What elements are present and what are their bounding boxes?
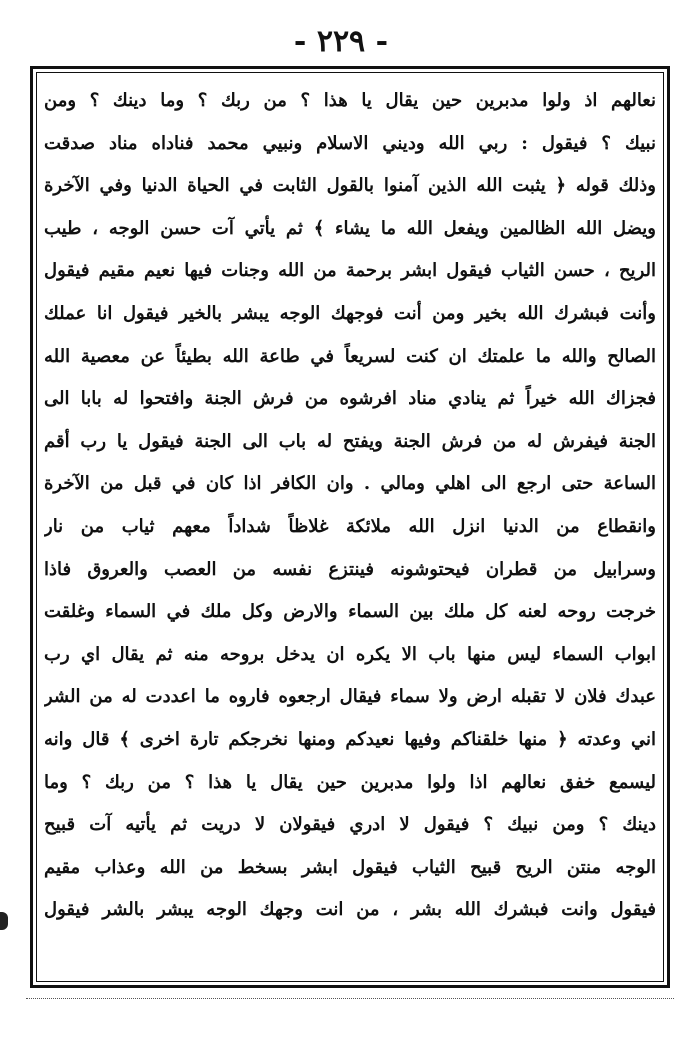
text-line-1: نعالهم اذ ولوا مدبرين حين يقال يا هذا ؟ من ربك ؟ وما دينك ؟ ومن (44, 90, 656, 111)
text-line-15: عبدك فلان لا تقبله ارض ولا سماء فيقال ارجعوه فاروه ما اعددت له من الشر (44, 686, 656, 708)
text-line-17: ليسمع خفق نعالهم اذا ولوا مدبرين حين يقال يا هذا ؟ من ربك ؟ وما (44, 771, 656, 793)
text-line-6: وأنت فبشرك الله بخير ومن أنت فوجهك الوجه يبشر بالخير فيقول انا عملك (44, 302, 656, 324)
bottom-dotted-rule (26, 998, 674, 999)
text-line-7: الصالح والله ما علمتك ان كنت لسريعاً في طاعة الله بطيئاً عن معصية الله (44, 345, 656, 367)
text-line-4: ويضل الله الظالمين ويفعل الله ما يشاء ﴾ ثم يأتي آت حسن الوجه ، طيب (44, 217, 656, 239)
page-edge-mark (0, 912, 8, 930)
text-line-3: وذلك قوله ﴿ يثبت الله الذين آمنوا بالقول الثابت في الحياة الدنيا وفي الآخرة (44, 175, 656, 197)
page-number: - ٢٢٩ - (293, 24, 389, 59)
text-line-16: اني وعدته ﴿ منها خلقناكم وفيها نعيدكم ومنها نخرجكم تارة اخرى ﴾ قال وانه (44, 728, 656, 750)
text-line-5: الريح ، حسن الثياب فيقول ابشر برحمة من الله وجنات فيها نعيم مقيم فيقول (44, 260, 656, 282)
text-line-12: وسرابيل من قطران فيحتوشونه فينتزع نفسه من العصب والعروق فاذا (44, 558, 656, 580)
text-line-2: نبيك ؟ فيقول : ربي الله وديني الاسلام ونبيي محمد فناداه مناد صدقت (44, 132, 656, 154)
text-line-19: الوجه منتن الريح قبيح الثياب فيقول ابشر بسخط من الله وعذاب مقيم (44, 856, 656, 878)
text-body (44, 80, 656, 976)
text-line-10: الساعة حتى ارجع الى اهلي ومالي . وان الكافر اذا كان في قبل من الآخرة (44, 473, 656, 495)
text-line-8: فجزاك الله خيراً ثم ينادي مناد افرشوه من فرش الجنة وافتحوا له بابا الى (44, 388, 656, 410)
text-line-18: دينك ؟ ومن نبيك ؟ فيقول لا ادري فيقولان لا دريت ثم يأتيه آت قبيح (44, 814, 656, 836)
text-line-14: ابواب السماء ليس منها باب الا يكره ان يدخل بروحه منه ثم يقال اي رب (44, 643, 656, 665)
text-line-20: فيقول وانت فبشرك الله بشر ، من انت وجهك الوجه يبشر بالشر فيقول (44, 899, 656, 921)
text-line-13: خرجت روحه لعنه كل ملك بين السماء والارض وكل ملك في السماء وغلقت (44, 601, 656, 623)
text-line-11: وانقطاع من الدنيا انزل الله ملائكة غلاظاً شداداً معهم ثياب من نار (44, 515, 656, 537)
text-line-9: الجنة فيفرش له من فرش الجنة ويفتح له باب الى الجنة فيقول يا رب أقم (44, 430, 656, 452)
